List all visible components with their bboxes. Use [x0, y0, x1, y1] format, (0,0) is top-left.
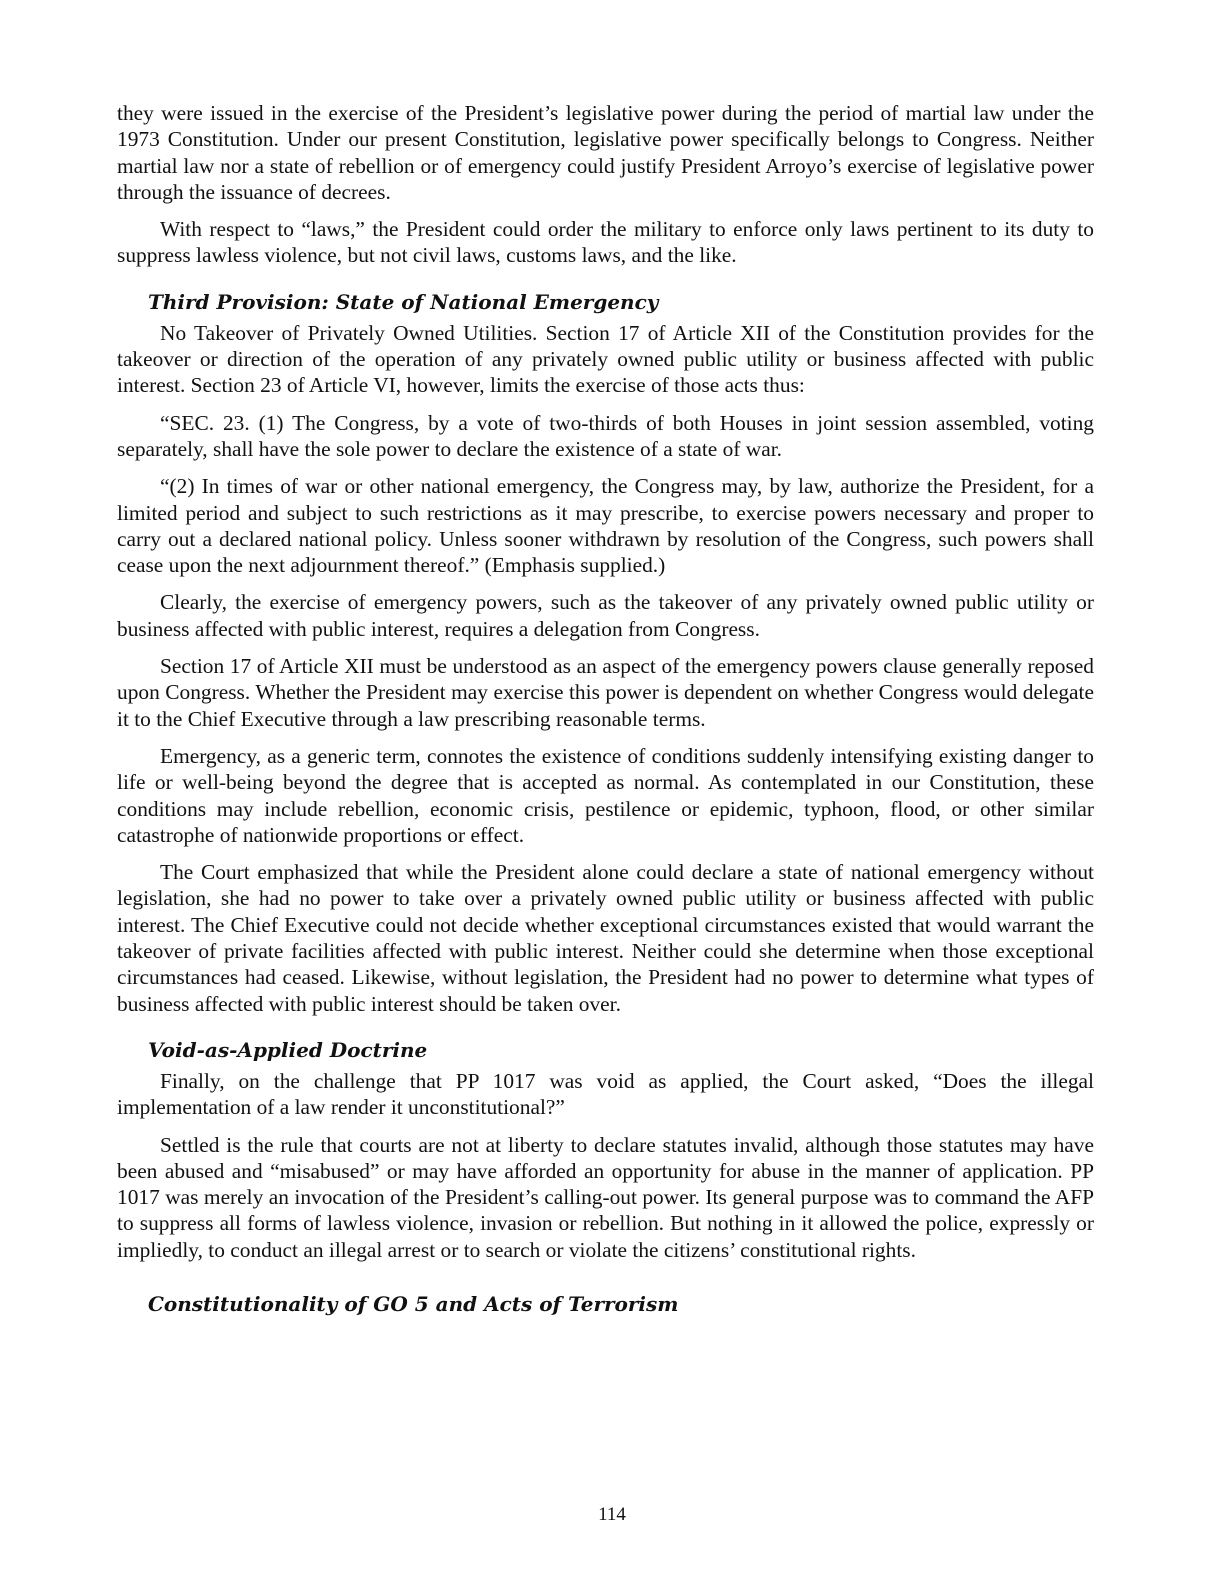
paragraph: The Court emphasized that while the President alone could declare a state of national emergency without legislation, she had no power to take over a privately owned public utility or business affected with public interest. The Chief Executive could not decide whether exceptional circumstances existed that would warrant the takeover of private facilities affected with public interest. Neither could she determine when those exceptional circumstances had ceased. Likewise, without legislation, the President had no power to determine what types of business affected with public interest should be taken over.: [117, 860, 1094, 1016]
paragraph: With respect to “laws,” the President could order the military to enforce only laws pertinent to its duty to suppress lawless violence, but not civil laws, customs laws, and the like.: [117, 217, 1094, 268]
paragraph: Finally, on the challenge that PP 1017 was void as applied, the Court asked, “Does the illegal implementation of a law render it unconstitutional?”: [117, 1068, 1094, 1120]
paragraph: Settled is the rule that courts are not at liberty to declare statutes invalid, although those statutes may have been abused and “misabused” or may have afforded an opportunity for abuse in the manner of application. PP 1017 was merely an invocation of the President’s calling-out power. Its general purpose was to command the AFP to suppress all forms of lawless violence, invasion or rebellion. But nothing in it allowed the police, expressly or impliedly, to conduct an illegal arrest or to search or violate the citizens’ constitutional rights.: [117, 1132, 1094, 1262]
paragraph: Emergency, as a generic term, connotes the existence of conditions suddenly intensifying existing danger to life or well-being beyond the degree that is accepted as normal. As contemplated in our Constitution, these conditions may include rebellion, economic crisis, pestilence or epidemic, typhoon, flood, or other similar catastrophe of nationwide proportions or effect.: [117, 743, 1094, 847]
paragraph: they were issued in the exercise of the President’s legislative power during the period of martial law under the 1973 Constitution. Under our present Constitution, legislative power specifically belongs to Congress. Neither martial law nor a state of rebellion or of emergency could justify President Arroyo’s exercise of legislative power through the issuance of decrees.: [117, 101, 1094, 204]
quoted-paragraph: “(2) In times of war or other national emergency, the Congress may, by law, authorize the President, for a limited period and subject to such restrictions as it may prescribe, to exercise powers necessary and proper to carry out a declared national policy. Unless sooner withdrawn by resolution of the Congress, such powers shall cease upon the next adjournment thereof.” (Emphasis supplied.): [117, 474, 1094, 578]
section-heading: Constitutionality of GO 5 and Acts of Terrorism: [148, 1291, 679, 1316]
page-number: 114: [598, 1504, 626, 1525]
document-page: [117, 100, 1094, 1322]
section-heading: Void-as-Applied Doctrine: [148, 1037, 428, 1062]
section-heading: Third Provision: State of National Emergency: [148, 289, 659, 314]
paragraph: No Takeover of Privately Owned Utilities. Section 17 of Article XII of the Constitution provides for the takeover or direction of the operation of any privately owned public utility or business affected with public interest. Section 23 of Article VI, however, limits the exercise of those acts thus:: [117, 320, 1094, 398]
quoted-paragraph: “SEC. 23. (1) The Congress, by a vote of two-thirds of both Houses in joint session assembled, voting separately, shall have the sole power to declare the existence of a state of war.: [117, 410, 1094, 461]
paragraph: Section 17 of Article XII must be understood as an aspect of the emergency powers clause generally reposed upon Congress. Whether the President may exercise this power is dependent on whether Congress would delegate it to the Chief Executive through a law prescribing reasonable terms.: [117, 654, 1094, 731]
paragraph: Clearly, the exercise of emergency powers, such as the takeover of any privately owned public utility or business affected with public interest, requires a delegation from Congress.: [117, 590, 1094, 641]
